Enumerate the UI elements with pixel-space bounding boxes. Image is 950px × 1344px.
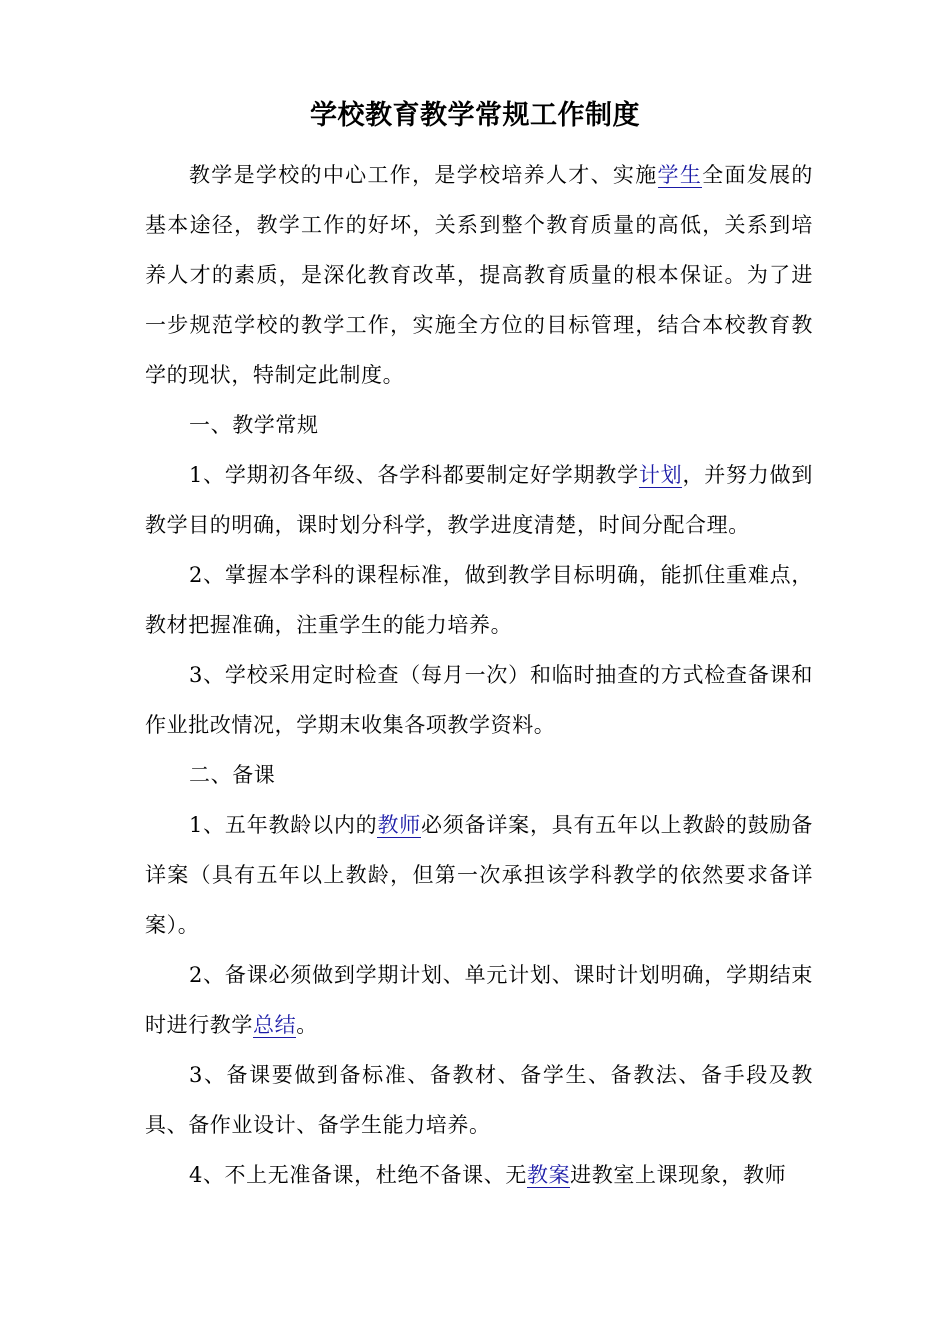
section2-item-4-text-1: 4、不上无准备课，杜绝不备课、无 xyxy=(189,1163,527,1187)
document-title: 学校教育教学常规工作制度 xyxy=(310,100,640,131)
section1-item-3: 3、学校采用定时检查（每月一次）和临时抽查的方式检查备课和作业批改情况，学期末收集各项教学资料。 xyxy=(145,663,813,737)
section-heading-teaching-routine: 一、教学常规 xyxy=(189,413,319,437)
link-plan[interactable]: 计划 xyxy=(638,463,683,487)
section2-item-1 xyxy=(145,800,813,950)
document-body xyxy=(145,150,813,1200)
link-lesson-plan[interactable]: 教案 xyxy=(526,1163,571,1187)
section1-item-1-text-2: ，并努力做到教学目的明确，课时划分科学，教学进度清楚，时间分配合理。 xyxy=(145,463,813,537)
link-students[interactable]: 学生 xyxy=(657,163,703,187)
section2-item-3: 3、备课要做到备标准、备教材、备学生、备教法、备手段及教具、备作业设计、备学生能力培养。 xyxy=(145,1063,813,1137)
intro-text-1: 教学是学校的中心工作，是学校培养人才、实施 xyxy=(189,163,658,187)
section1-item-1-text-1: 1、学期初各年级、各学科都要制定好学期教学 xyxy=(189,463,639,487)
section1-item-1 xyxy=(145,450,813,550)
section2-item-2-text-2: 。 xyxy=(296,1013,318,1037)
intro-text-2: 全面发展的基本途径，教学工作的好坏，关系到整个教育质量的高低，关系到培养人才的素质，是深化教育改革，提高教育质量的根本保证。为了进一步规范学校的教学工作，实施全方位的目标管理，结合本校教育教学的现状，特制定此制度。 xyxy=(145,163,813,387)
link-teacher[interactable]: 教师 xyxy=(377,813,422,837)
section2-item-1-text-1: 1、五年教龄以内的 xyxy=(189,813,378,837)
section1-item-2: 2、掌握本学科的课程标准，做到教学目标明确，能抓住重难点，教材把握准确，注重学生的能力培养。 xyxy=(145,563,813,637)
section2-item-1-text-2: 必须备详案，具有五年以上教龄的鼓励备详案（具有五年以上教龄，但第一次承担该学科教学的依然要求备详案）。 xyxy=(145,813,813,937)
section2-item-2 xyxy=(145,950,813,1050)
section-heading-lesson-prep: 二、备课 xyxy=(189,763,276,787)
section2-item-4-text-2: 进教室上课现象，教师 xyxy=(570,1163,787,1187)
link-summary[interactable]: 总结 xyxy=(253,1013,297,1037)
section2-item-4 xyxy=(145,1150,813,1200)
section2-item-2-text-1: 2、备课必须做到学期计划、单元计划、课时计划明确，学期结束时进行教学 xyxy=(145,963,813,1037)
intro-paragraph xyxy=(145,150,813,400)
